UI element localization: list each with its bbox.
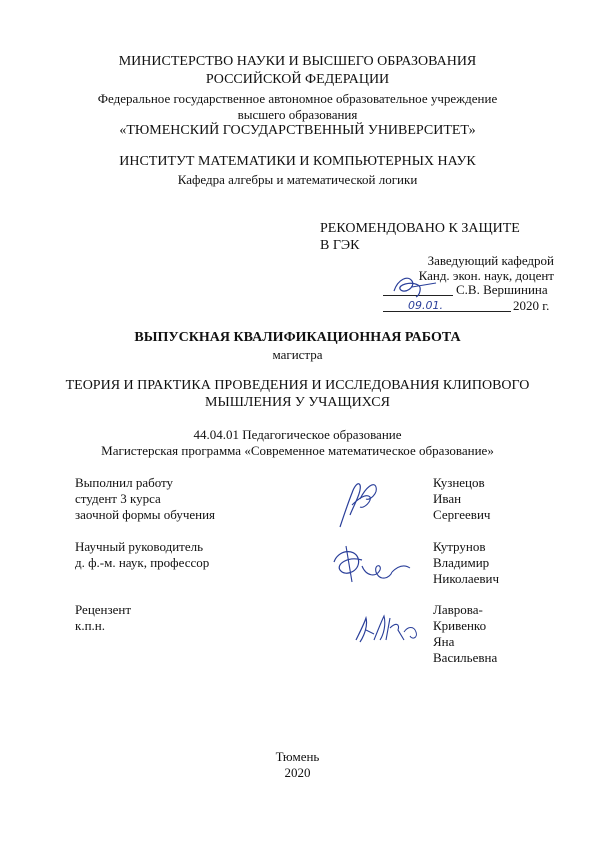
- institution-line-2: высшего образования: [237, 107, 358, 122]
- student-name-line-3: Сергеевич: [433, 507, 491, 522]
- department-name: Кафедра алгебры и математической логики: [177, 172, 418, 187]
- reviewer-signature: [350, 610, 430, 650]
- date-line: [383, 311, 511, 312]
- specialty-code: 44.04.01 Педагогическое образование: [193, 427, 402, 442]
- supervisor-role-line-2: д. ф.-м. наук, профессор: [75, 555, 210, 570]
- recommended-line-1: РЕКОМЕНДОВАНО К ЗАЩИТЕ: [320, 221, 520, 236]
- supervisor-name-line-1: Кутрунов: [433, 539, 486, 554]
- reviewer-name-line-3: Яна: [433, 634, 455, 649]
- footer-year: 2020: [284, 765, 311, 780]
- supervisor-role-line-1: Научный руководитель: [75, 539, 204, 554]
- work-title-line-1: ТЕОРИЯ И ПРАКТИКА ПРОВЕДЕНИЯ И ИССЛЕДОВАНИЯ КЛИПОВОГО: [65, 378, 530, 393]
- student-name-line-1: Кузнецов: [433, 475, 485, 490]
- reviewer-role-line-2: к.п.н.: [75, 618, 105, 633]
- university-name: «ТЮМЕНСКИЙ ГОСУДАРСТВЕННЫЙ УНИВЕРСИТЕТ»: [119, 123, 476, 138]
- institute-name: ИНСТИТУТ МАТЕМАТИКИ И КОМПЬЮТЕРНЫХ НАУК: [119, 154, 476, 169]
- student-name-line-2: Иван: [433, 491, 462, 506]
- student-role-line-2: студент 3 курса: [75, 491, 161, 506]
- date-handwritten: 09.01.: [408, 299, 443, 312]
- head-name: С.В. Вершинина: [456, 282, 548, 297]
- supervisor-signature: [328, 542, 418, 592]
- supervisor-name-line-2: Владимир: [433, 555, 490, 570]
- work-type: ВЫПУСКНАЯ КВАЛИФИКАЦИОННАЯ РАБОТА: [134, 330, 461, 345]
- reviewer-name-line-4: Васильевна: [433, 650, 498, 665]
- work-title-line-2: МЫШЛЕНИЯ У УЧАЩИХСЯ: [205, 395, 390, 410]
- student-role-line-3: заочной формы обучения: [75, 507, 216, 522]
- student-role-line-1: Выполнил работу: [75, 475, 174, 490]
- year-suffix: 2020 г.: [513, 298, 550, 313]
- recommended-line-2: В ГЭК: [320, 238, 360, 253]
- work-degree: магистра: [272, 347, 323, 362]
- master-program: Магистерская программа «Современное математическое образование»: [101, 443, 494, 458]
- supervisor-name-line-3: Николаевич: [433, 571, 499, 586]
- head-title: Заведующий кафедрой: [427, 253, 554, 268]
- reviewer-name-line-2: Кривенко: [433, 618, 487, 633]
- head-degree: Канд. экон. наук, доцент: [418, 268, 554, 283]
- reviewer-name-line-1: Лаврова-: [433, 602, 483, 617]
- reviewer-role-line-1: Рецензент: [75, 602, 132, 617]
- footer-city: Тюмень: [275, 749, 320, 764]
- ministry-line-1: МИНИСТЕРСТВО НАУКИ И ВЫСШЕГО ОБРАЗОВАНИЯ: [118, 54, 477, 69]
- ministry-line-2: РОССИЙСКОЙ ФЕДЕРАЦИИ: [205, 72, 390, 87]
- student-signature: [330, 475, 390, 533]
- head-signature: [390, 271, 450, 301]
- institution-line-1: Федеральное государственное автономное образовательное учреждение: [97, 91, 498, 106]
